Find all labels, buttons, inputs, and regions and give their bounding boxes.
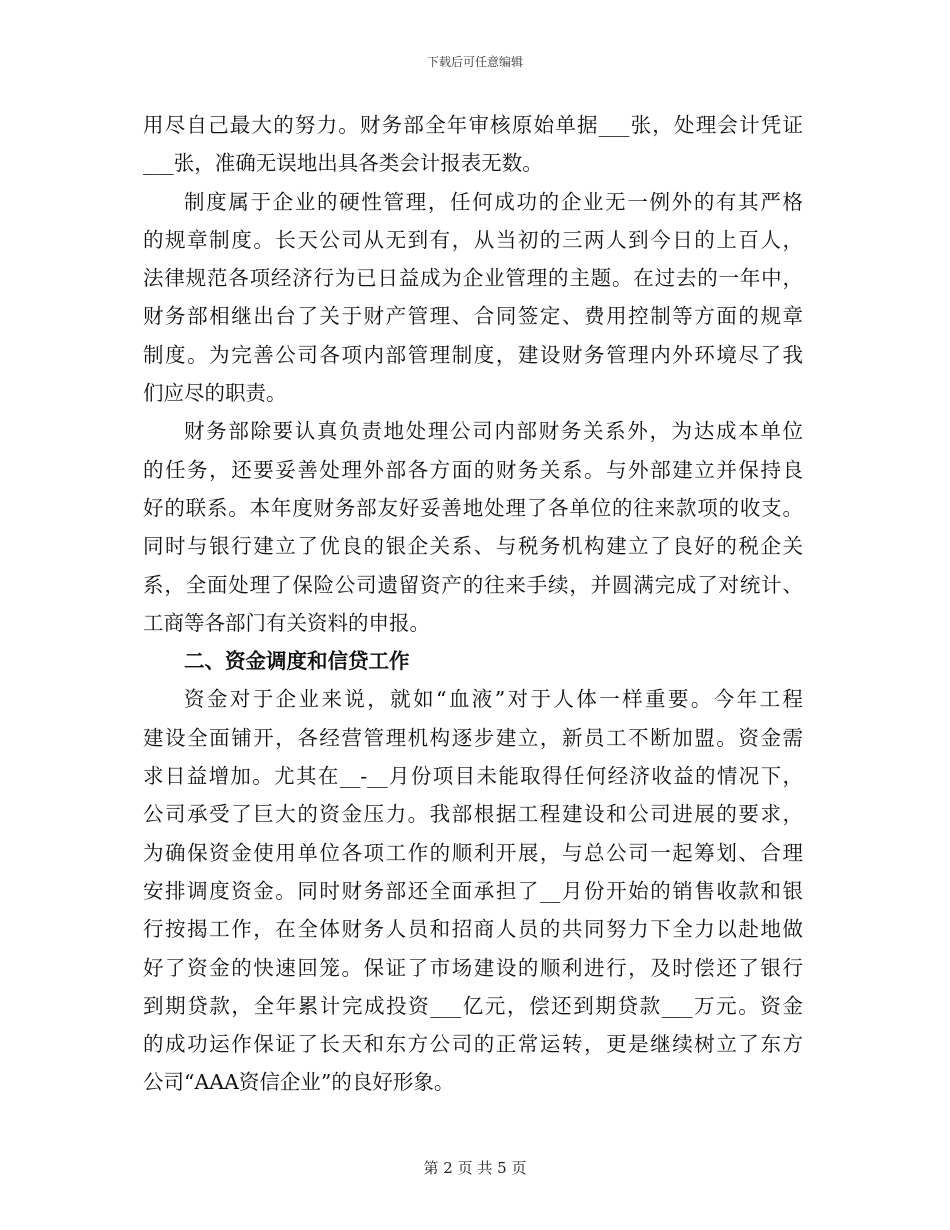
text-line: 用尽自己最大的努力。财务部全年审核原始单据___张，处理会计凭证: [143, 113, 803, 137]
text-line: 的规章制度。长天公司从无到有，从当初的三两人到今日的上百人，: [143, 227, 803, 252]
text-line: 法律规范各项经济行为已日益成为企业管理的主题。在过去的一年中，: [143, 266, 803, 291]
text-line: 的任务，还要妥善处理外部各方面的财务关系。与外部建立并保持良: [143, 457, 803, 482]
text-line: ___张，准确无误地出具各类会计报表无数。: [143, 151, 543, 176]
text-line: 好的联系。本年度财务部友好妥善地处理了各单位的往来款项的收支。: [143, 495, 803, 520]
text-line: 工商等各部门有关资料的申报。: [143, 610, 430, 635]
page-number: 第 2 页 共 5 页: [423, 1159, 527, 1177]
text-line: 制度属于企业的硬性管理，任何成功的企业无一例外的有其严格: [184, 189, 803, 214]
text-line: 的成功运作保证了长天和东方公司的正常运转，更是继续树立了东方: [143, 1032, 803, 1057]
text-line: 到期贷款，全年累计完成投资___亿元，偿还到期贷款___万元。资金: [143, 993, 803, 1018]
text-line: 好了资金的快速回笼。保证了市场建设的顺利进行，及时偿还了银行: [143, 955, 803, 980]
page-header: 下载后可任意编辑: [426, 55, 523, 69]
text-line: 建设全面铺开，各经营管理机构逐步建立，新员工不断加盟。资金需: [143, 725, 803, 750]
text-line: 制度。为完善公司各项内部管理制度，建设财务管理内外环境尽了我: [143, 342, 803, 367]
text-line: 系，全面处理了保险公司遗留资产的往来手续，并圆满完成了对统计、: [143, 572, 803, 597]
text-line: 同时与银行建立了优良的银企关系、与税务机构建立了良好的税企关: [143, 534, 803, 559]
text-line: 财务部相继出台了关于财产管理、合同签定、费用控制等方面的规章: [143, 304, 803, 329]
text-line: 公司“AAA资信企业”的良好形象。: [143, 1070, 455, 1095]
document-body: [143, 106, 803, 1102]
text-line: 安排调度资金。同时财务部还全面承担了__月份开始的销售收款和银: [143, 878, 803, 903]
text-line: 资金对于企业来说，就如“血液”对于人体一样重要。今年工程: [184, 687, 803, 712]
text-line: 财务部除要认真负责地处理公司内部财务关系外，为达成本单位: [184, 419, 803, 444]
text-line: 行按揭工作，在全体财务人员和招商人员的共同努力下全力以赴地做: [143, 917, 803, 942]
text-line: 们应尽的职责。: [143, 381, 287, 406]
text-line: 公司承受了巨大的资金压力。我部根据工程建设和公司进展的要求，: [143, 802, 803, 827]
section-heading: 二、资金调度和信贷工作: [184, 649, 410, 674]
text-line: 求日益增加。尤其在__-__月份项目未能取得任何经济收益的情况下，: [143, 764, 803, 789]
text-line: 为确保资金使用单位各项工作的顺利开展，与总公司一起筹划、合理: [143, 840, 803, 865]
